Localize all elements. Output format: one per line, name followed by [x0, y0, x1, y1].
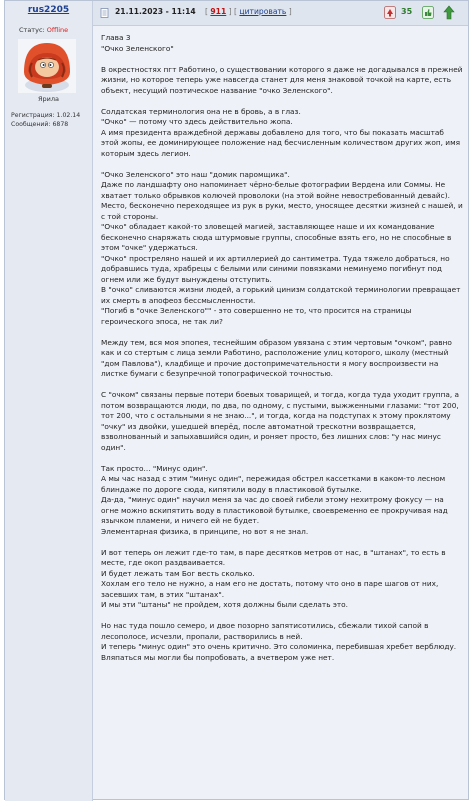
post-paragraph: Глава 3 "Очко Зеленского": [101, 33, 174, 53]
forum-post: [4, 0, 469, 800]
post-paragraph: Так просто... "Минус один". А мы час назад с этим "минус один", пережидая обстрел кассетками в каком-то лесном блиндаже по дороге сюда, кипятили воду в пластиковой бутылке. Да-да, "минус один" научил меня за час до своей гибели этому нехитрому фокусу — на огне можно вскипятить воду в пластиковой бутылке, своевременно ее прокручивая над язычком пламени, и ничего ей не будет. Элементарная физика, в принципе, но вот я не знал.: [101, 463, 448, 536]
registration-date: Регистрация: 1.02.14: [11, 112, 81, 119]
avatar-caption: Ярила: [37, 95, 59, 103]
user-status: [19, 26, 68, 34]
like-icon[interactable]: [422, 6, 434, 19]
post-paragraph: Солдатская терминология она не в бровь, а в глаз. "Очко" — потому что здесь действительно жопа. А имя президента враждебной державы добавлено для того, что бы показать масштаб этой жопы, ее доминирующее положение над бесчисленным количеством других жоп, имя которым здесь легион.: [101, 106, 461, 158]
message-count: Сообщений: 6878: [11, 121, 69, 128]
username-link[interactable]: rus2205: [27, 5, 70, 15]
status-label: Статус:: [19, 26, 45, 34]
rating-score: 35: [401, 7, 413, 16]
post-paragraph: Между тем, вся моя эпопея, теснейшим образом увязана с этим чертовым "очком", равно как и со стертым с лица земли Работино, расположение улиц которого, школу (местный "дом Павлова"), кладбище и прочие достопримечательности я могу воспроизвести на листке бумаги с безупречной топографической точностью.: [101, 337, 452, 378]
quote-link[interactable]: цитировать: [239, 7, 287, 16]
post-body: [101, 33, 463, 674]
user-sidebar: [5, 1, 93, 801]
document-icon: [100, 8, 110, 18]
post-paragraph: В окрестностях пгт Работино, о существовании которого я даже не догадывался в прежней жизни, но которое теперь уже навсегда станет для меня знаковой точкой на карте, есть объект, несущий поэтическое название "очко Зеленского".: [101, 64, 463, 95]
post-paragraph: С "очком" связаны первые потери боевых товарищей, и тогда, когда туда уходит группа, а потом возвращаются люди, по два, по одному, с пустыми, выжженными глазами: "тот 200, тот 200, что с остальными я не знаю...", и тогда, когда на подступах к этому проклятому "очку" из двойки, ушедшей вперёд, после автоматной трескотни возвращается, взволнованный и запыхавшийся один, и роняет просто, без лишних слов: "у нас минус один".: [101, 390, 460, 452]
user-meta: [11, 111, 80, 129]
post-links: [ 911 ] [ цитировать ]: [205, 7, 292, 16]
scroll-up-icon[interactable]: [443, 5, 455, 20]
post-paragraph: Но нас туда пошло семеро, и двое позорно запятисотились, сбежали тихой сапой в лесополосе, исчезли, пропали, растворились в ней. И теперь "минус один" это очень критично. Это соломинка, перебившая хребет верблюду. Вляпаться мы могли бы попробовать, а вчетвером уже нет.: [101, 621, 457, 662]
post-number-link[interactable]: 911: [210, 7, 227, 16]
post-paragraph: "Очко Зеленского" это наш "домик паромщика". Даже по ландшафту оно напоминает чёрно-белые фотографии Вердена или Соммы. Не хватает только обрывков колючей проволоки (на этой войне невостребованный девайс). Место, бесконечно переходящее из рук в руки, место, уносящее десятки жизней с нашей, и с той стороны. "Очко" обладает какой-то зловещей магией, заставляющее наше и их командование бесконечно снаряжать сюда штурмовые группы, способные взять его, но не способные в этом "очке" удержаться. "Очко" простреляно нашей и их артиллерией до сантиметра. Туда тяжело добраться, но добравшись туда, храбрецы с белыми или синими повязками неминуемо погибнут под огнем или же будут вынуждены отступить. В "очко" сливаются жизни людей, а горький цинизм солдатской терминологии превращает их смерть в апофеоз бессмысленности. "Погиб в "очке Зеленского"" - это совершенно не то, что просится на страницы героического эпоса, не так ли?: [101, 169, 463, 326]
post-datetime: 21.11.2023 - 11:14: [115, 7, 196, 16]
post-paragraph: И вот теперь он лежит где-то там, в паре десятков метров от нас, в "штанах", то есть в месте, где окоп раздваивается. И будет лежать там Бог весть сколько. Хохлам его тело не нужно, а нам его не достать, потому что оно в паре шагов от них, засевших там, в этих "штанах". И мы эти "штаны" не пройдем, хотя должны были сделать это.: [101, 547, 446, 609]
vote-icon[interactable]: [384, 6, 396, 19]
post-header: [93, 1, 468, 26]
status-value: Offline: [46, 26, 69, 34]
user-avatar[interactable]: [18, 39, 76, 93]
